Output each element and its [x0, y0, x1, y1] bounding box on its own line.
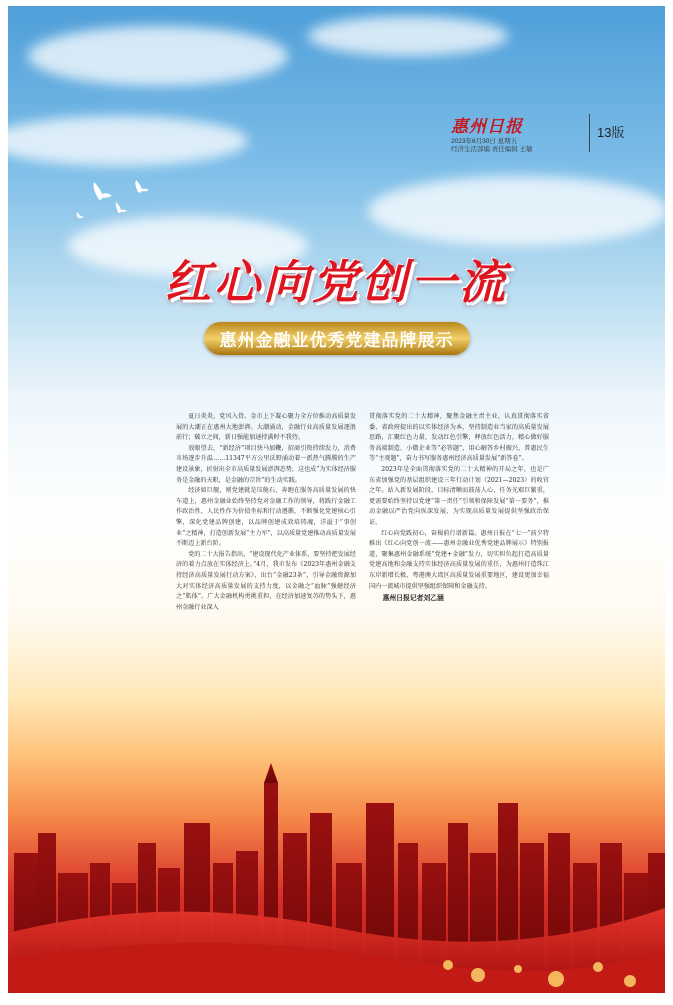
paragraph: 红心向党践初心，奋楫前行谱新篇。惠州日报在“七一”前夕特推出《红心向党创一流——惠州金融业优秀党建品牌展示》特别报道，聚集惠州金融系统“党建+金融”发力，切实担负起打造高质量党建高地和金融支持实体经济高质量发展的重任，为惠州打造珠江东岸新增长极、粤港澳大湾区高质量发展重要地区，建设更加幸福国内一流城市提供坚强组织保障和金融支持。	[369, 529, 549, 590]
cloud	[308, 16, 508, 56]
city-skyline-illustration	[8, 743, 665, 993]
paragraph: 经济如巨舰，则党建就是压舱石，奔跑在服务高质量发展的快车道上，惠州金融业始终坚持党对金融工作的领导，将践行金融工作政治性、人民性作为价值坐标和行动遵循，不断强化党建核心引擎，深化党建品牌创建，以品牌创建成效培铸魂，洋溢于“事创业”之精神，打造创新发展“主力军”，以高质量党建推动高质量发展不断迈上新台阶。	[176, 487, 356, 548]
headline-title: 红心向党创一流	[165, 255, 508, 309]
newspaper-logo: 惠州日报	[451, 117, 523, 137]
article-column-right	[369, 412, 549, 613]
issue-date: 2023年6月30日 星期五	[451, 138, 518, 145]
article-body	[176, 412, 550, 613]
subtitle-banner	[8, 322, 665, 355]
page-number: 13版	[597, 125, 625, 140]
dateline	[451, 138, 533, 154]
paragraph: 2023年是全面贯彻落实党的二十大精神的开局之年，也是广东省加强党的基层组织建设三年行动计划（2021—2023）的收官之年。站入新发展阶段，目标清晰而鼓荡人心，任务光艰巨繁重，更需要始终坚持以党建“第一责任”引领和保障发展“第一要务”，推动金融以严治党向纵深发展，为实现高质量发展提供坚强政治保证。	[369, 465, 549, 526]
editor-credit: 经济生活部编 责任编辑 王敏	[451, 146, 533, 153]
paragraph: 贯彻落实党的二十大精神，聚焦金融主责主业，认真贯彻落实省委、省政府提出的以实体经济为本，坚持制造业当家的高质量发展思路，汇聚红色力量，发动红色引擎，释放红色活力，精心做好服务高端制造、小微企业等“必答题”，用心解答乡村振兴、普惠民生等“主观题”，奋力书写服务惠州经济高质量发展“新答卷”。	[369, 413, 549, 463]
paragraph: 党的二十大报告指出，“建设现代化产业体系，要坚持把发展经济的着力点放在实体经济上。”4月，我市发布《2023年惠州金融支持经济高质量发展行动方案》，出台“金融23条”，引导金融资源加大对实体经济高质量发展的支持力度，以金融之“血脉”强健经济之“肌体”。广大金融机构勇挑重担，在经济加速复苏的势头下，惠州金融行业深入	[176, 550, 356, 611]
author-byline: 惠州日报记者刘乙涵	[382, 594, 444, 603]
cloud	[28, 26, 288, 86]
article-column-left	[176, 412, 356, 613]
newspaper-page	[8, 6, 665, 993]
cloud	[8, 116, 248, 166]
doves-illustration	[68, 178, 168, 228]
headline-subtitle: 惠州金融业优秀党建品牌展示	[204, 322, 470, 355]
paragraph: 夏日炎炎，党风入骨。金市上下凝心聚力全方位推动高质量发展的大潮正在惠州大地澎湃。大潮涌动，金融行业高质量发展逐浪前行；破立之间，新日强能加速持满时不我待。	[176, 413, 356, 442]
cloud	[368, 176, 665, 246]
paragraph: 放眼望去，“新经济”项目快马加鞭，招商引资持续发力，消费市场逐步升温……11347平方公里沃野涌动着一派热气腾腾的生产建设景象，折射出全市高质量发展澎湃态势，这也成“为实体经济服务是金融的天职，是金融的宗旨”的生动实践。	[176, 444, 356, 484]
masthead-divider	[589, 114, 590, 152]
masthead	[451, 112, 651, 156]
